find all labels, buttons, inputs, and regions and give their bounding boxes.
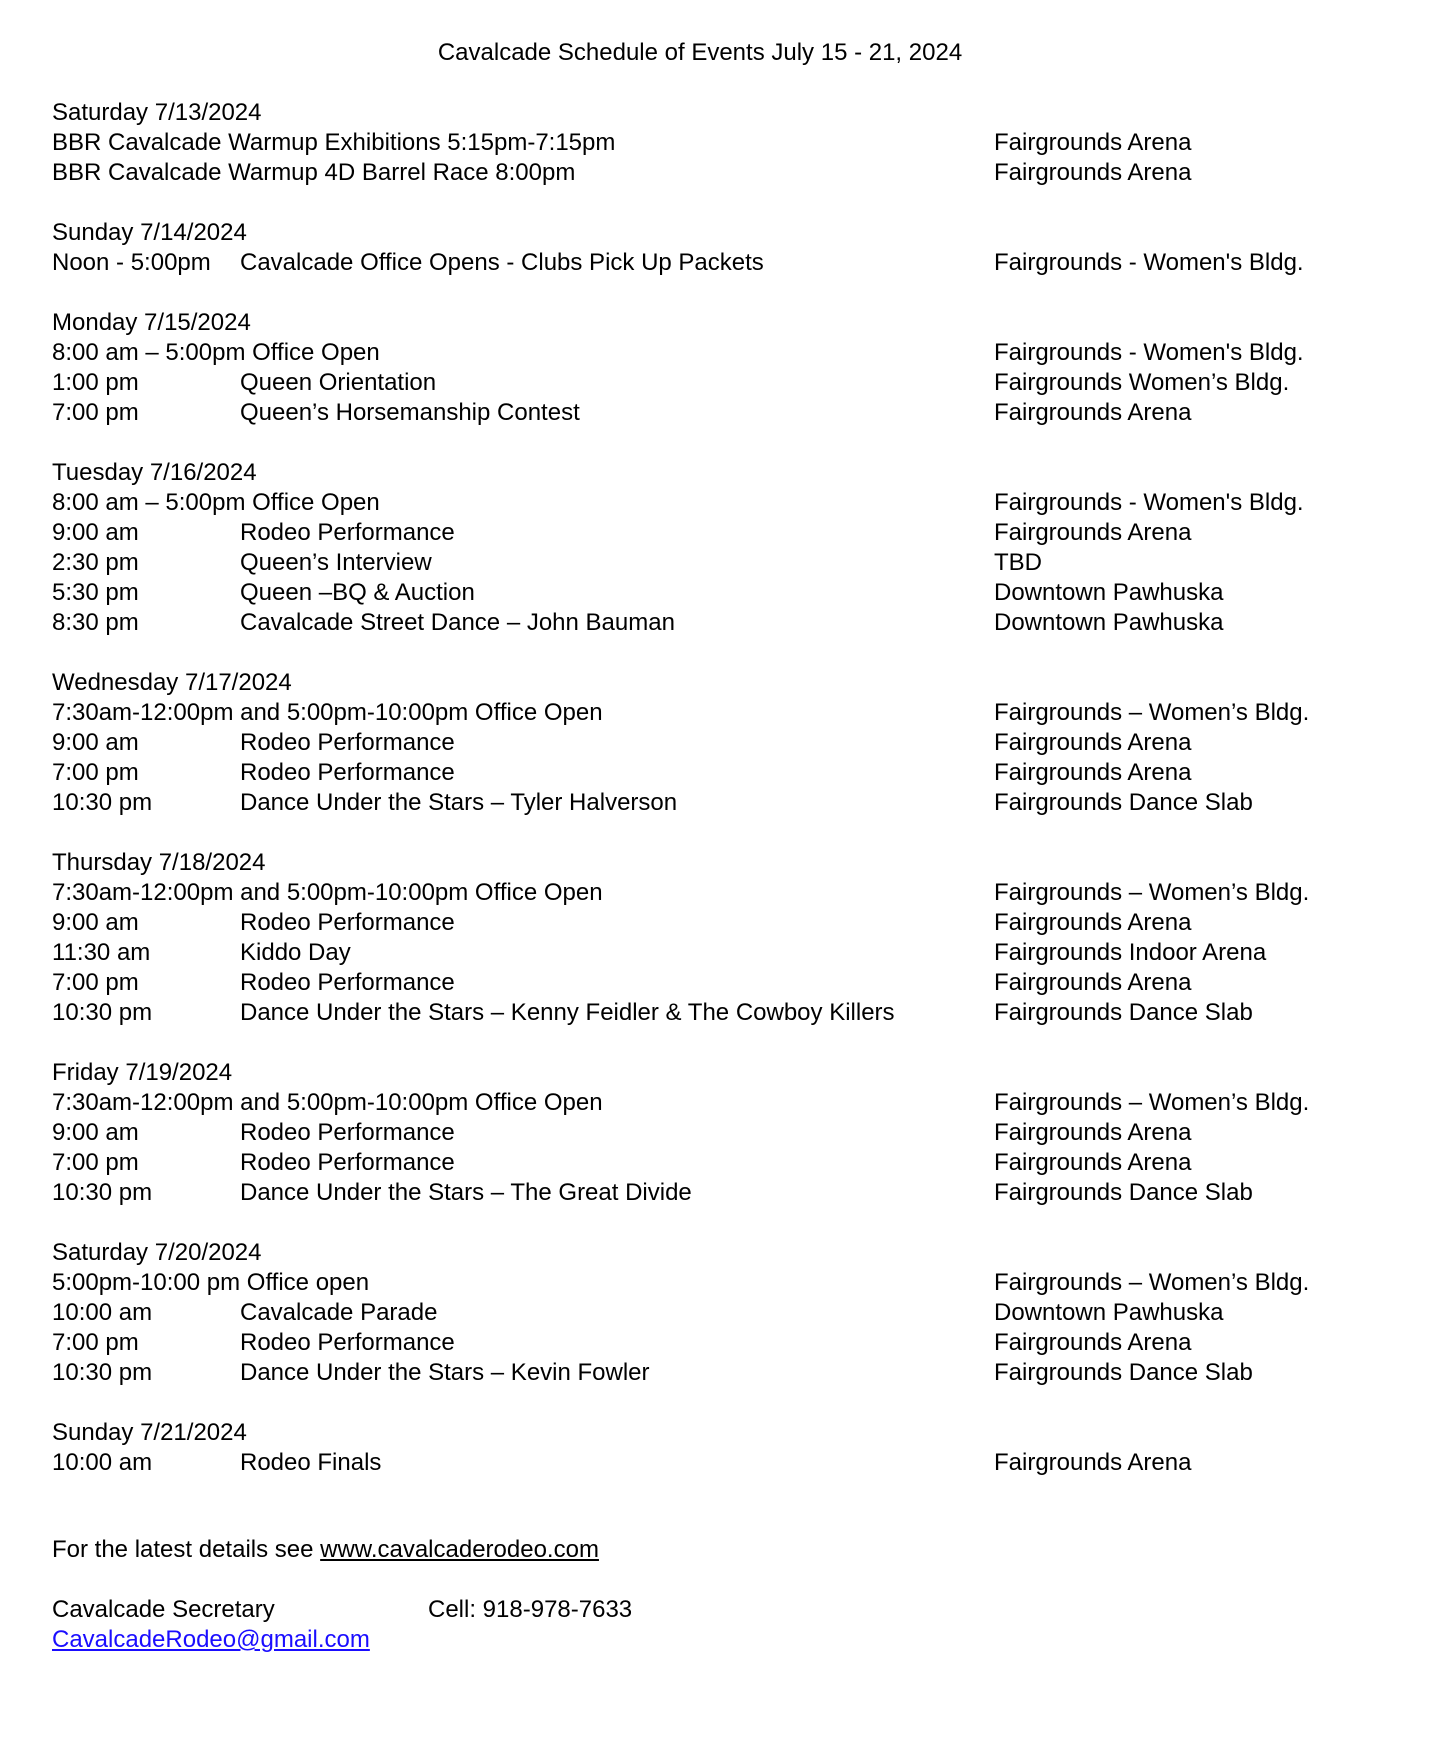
row-location: Fairgrounds Arena — [994, 159, 1192, 186]
email-line — [52, 1625, 1392, 1655]
row-location: Fairgrounds - Women's Bldg. — [994, 249, 1304, 276]
schedule-row — [52, 878, 1392, 908]
row-event: Rodeo Finals — [240, 1449, 382, 1476]
row-event: Rodeo Performance — [240, 759, 455, 786]
details-prefix: For the latest details see — [52, 1536, 321, 1563]
schedule-row — [52, 1448, 1392, 1478]
row-location: Fairgrounds Dance Slab — [994, 1359, 1253, 1386]
row-location: Fairgrounds - Women's Bldg. — [994, 339, 1304, 366]
row-location: Fairgrounds Arena — [994, 909, 1192, 936]
day-section — [52, 218, 1392, 278]
row-time: 9:00 am — [52, 729, 139, 756]
schedule-row — [52, 1088, 1392, 1118]
schedule-row — [52, 1298, 1392, 1328]
day-heading: Wednesday 7/17/2024 — [52, 669, 292, 696]
row-location: Fairgrounds Dance Slab — [994, 789, 1253, 816]
row-location: Fairgrounds Arena — [994, 519, 1192, 546]
row-time: 1:00 pm — [52, 369, 139, 396]
details-line — [52, 1535, 1392, 1565]
schedule-row — [52, 1118, 1392, 1148]
schedule-row — [52, 968, 1392, 998]
row-time: 10:30 pm — [52, 999, 153, 1026]
secretary-label: Cavalcade Secretary — [52, 1596, 275, 1623]
row-event: Rodeo Performance — [240, 1149, 455, 1176]
row-location: Fairgrounds Arena — [994, 399, 1192, 426]
row-time: 5:30 pm — [52, 579, 139, 606]
schedule-row — [52, 368, 1392, 398]
cell-phone: Cell: 918-978-7633 — [428, 1596, 633, 1623]
day-section — [52, 98, 1392, 188]
schedule-row — [52, 338, 1392, 368]
row-event: Queen’s Interview — [240, 549, 432, 576]
footer-spacer — [52, 1565, 1392, 1595]
row-location: Fairgrounds Dance Slab — [994, 999, 1253, 1026]
row-location: Fairgrounds Arena — [994, 729, 1192, 756]
row-time: 11:30 am — [52, 939, 151, 966]
row-time: 8:30 pm — [52, 609, 139, 636]
row-time: 7:00 pm — [52, 969, 139, 996]
schedule-row — [52, 1358, 1392, 1388]
day-section — [52, 1238, 1392, 1388]
row-location: Fairgrounds Arena — [994, 969, 1192, 996]
schedule-row — [52, 728, 1392, 758]
email-link[interactable]: CavalcadeRodeo@gmail.com — [52, 1626, 370, 1653]
row-time: 8:00 am – 5:00pm Office Open — [52, 339, 380, 366]
row-time: 7:00 pm — [52, 759, 139, 786]
schedule — [52, 98, 1392, 1508]
schedule-row — [52, 158, 1392, 188]
row-event: Dance Under the Stars – Kevin Fowler — [240, 1359, 650, 1386]
day-section — [52, 1418, 1392, 1478]
row-time: 10:00 am — [52, 1299, 153, 1326]
row-event: Rodeo Performance — [240, 519, 455, 546]
row-location: Fairgrounds Indoor Arena — [994, 939, 1267, 966]
row-event: Cavalcade Office Opens - Clubs Pick Up Packets — [240, 249, 764, 276]
row-event: Rodeo Performance — [240, 729, 455, 756]
row-time: 2:30 pm — [52, 549, 139, 576]
day-heading: Friday 7/19/2024 — [52, 1059, 233, 1086]
row-time: 10:30 pm — [52, 789, 153, 816]
day-heading: Sunday 7/14/2024 — [52, 219, 247, 246]
row-location: Fairgrounds Dance Slab — [994, 1179, 1253, 1206]
day-section — [52, 668, 1392, 818]
page-title: Cavalcade Schedule of Events July 15 - 21, 2024 — [437, 39, 963, 66]
schedule-row — [52, 398, 1392, 428]
row-location: Fairgrounds Arena — [994, 1119, 1192, 1146]
row-time: 7:00 pm — [52, 1149, 139, 1176]
row-location: Fairgrounds Arena — [994, 1149, 1192, 1176]
row-time: BBR Cavalcade Warmup 4D Barrel Race 8:00pm — [52, 159, 576, 186]
row-location: Downtown Pawhuska — [994, 609, 1224, 636]
schedule-row — [52, 518, 1392, 548]
row-location: Fairgrounds - Women's Bldg. — [994, 489, 1304, 516]
schedule-row — [52, 548, 1392, 578]
day-heading: Saturday 7/20/2024 — [52, 1239, 262, 1266]
day-heading: Tuesday 7/16/2024 — [52, 459, 257, 486]
row-location: Fairgrounds Arena — [994, 759, 1192, 786]
schedule-row — [52, 788, 1392, 818]
row-time: 8:00 am – 5:00pm Office Open — [52, 489, 380, 516]
website-link[interactable]: www.cavalcaderodeo.com — [320, 1536, 599, 1563]
row-time: 7:00 pm — [52, 1329, 139, 1356]
row-location: Fairgrounds – Women’s Bldg. — [994, 1269, 1310, 1296]
schedule-row — [52, 698, 1392, 728]
row-location: TBD — [994, 549, 1042, 576]
schedule-row — [52, 1148, 1392, 1178]
schedule-row — [52, 248, 1392, 278]
row-event: Rodeo Performance — [240, 1329, 455, 1356]
row-event: Queen Orientation — [240, 369, 437, 396]
day-heading: Sunday 7/21/2024 — [52, 1419, 247, 1446]
schedule-row — [52, 1328, 1392, 1358]
row-time: 7:30am-12:00pm and 5:00pm-10:00pm Office Open — [52, 1089, 603, 1116]
day-heading: Monday 7/15/2024 — [52, 309, 251, 336]
row-location: Fairgrounds Arena — [994, 1449, 1192, 1476]
schedule-row — [52, 938, 1392, 968]
schedule-row — [52, 608, 1392, 638]
schedule-row — [52, 758, 1392, 788]
row-time: BBR Cavalcade Warmup Exhibitions 5:15pm-7:15pm — [52, 129, 616, 156]
row-event: Dance Under the Stars – The Great Divide — [240, 1179, 692, 1206]
row-location: Fairgrounds – Women’s Bldg. — [994, 699, 1310, 726]
footer — [52, 1535, 1392, 1655]
row-event: Dance Under the Stars – Kenny Feidler & The Cowboy Killers — [240, 999, 895, 1026]
row-event: Cavalcade Parade — [240, 1299, 438, 1326]
row-time: 7:00 pm — [52, 399, 139, 426]
row-location: Fairgrounds – Women’s Bldg. — [994, 879, 1310, 906]
day-section — [52, 848, 1392, 1028]
row-location: Downtown Pawhuska — [994, 579, 1224, 606]
row-time: 7:30am-12:00pm and 5:00pm-10:00pm Office Open — [52, 879, 603, 906]
schedule-row — [52, 1178, 1392, 1208]
row-event: Cavalcade Street Dance – John Bauman — [240, 609, 675, 636]
row-event: Kiddo Day — [240, 939, 351, 966]
row-location: Fairgrounds Arena — [994, 1329, 1192, 1356]
row-time: 9:00 am — [52, 909, 139, 936]
row-time: 10:00 am — [52, 1449, 153, 1476]
schedule-row — [52, 128, 1392, 158]
schedule-row — [52, 1268, 1392, 1298]
day-section — [52, 1058, 1392, 1208]
day-section — [52, 308, 1392, 428]
row-location: Fairgrounds Arena — [994, 129, 1192, 156]
day-heading: Saturday 7/13/2024 — [52, 99, 262, 126]
row-event: Queen –BQ & Auction — [240, 579, 475, 606]
row-location: Fairgrounds Women’s Bldg. — [994, 369, 1290, 396]
secretary-line — [52, 1595, 1392, 1625]
schedule-row — [52, 578, 1392, 608]
row-time: 10:30 pm — [52, 1179, 153, 1206]
row-event: Rodeo Performance — [240, 969, 455, 996]
day-section — [52, 458, 1392, 638]
schedule-row — [52, 488, 1392, 518]
row-event: Queen’s Horsemanship Contest — [240, 399, 580, 426]
row-time: 7:30am-12:00pm and 5:00pm-10:00pm Office Open — [52, 699, 603, 726]
row-event: Dance Under the Stars – Tyler Halverson — [240, 789, 678, 816]
row-time: 5:00pm-10:00 pm Office open — [52, 1269, 370, 1296]
row-event: Rodeo Performance — [240, 1119, 455, 1146]
row-location: Fairgrounds – Women’s Bldg. — [994, 1089, 1310, 1116]
row-time: 10:30 pm — [52, 1359, 153, 1386]
schedule-row — [52, 908, 1392, 938]
row-location: Downtown Pawhuska — [994, 1299, 1224, 1326]
row-event: Rodeo Performance — [240, 909, 455, 936]
schedule-row — [52, 998, 1392, 1028]
row-time: 9:00 am — [52, 519, 139, 546]
row-time: Noon - 5:00pm — [52, 249, 211, 276]
day-heading: Thursday 7/18/2024 — [52, 849, 266, 876]
row-time: 9:00 am — [52, 1119, 139, 1146]
